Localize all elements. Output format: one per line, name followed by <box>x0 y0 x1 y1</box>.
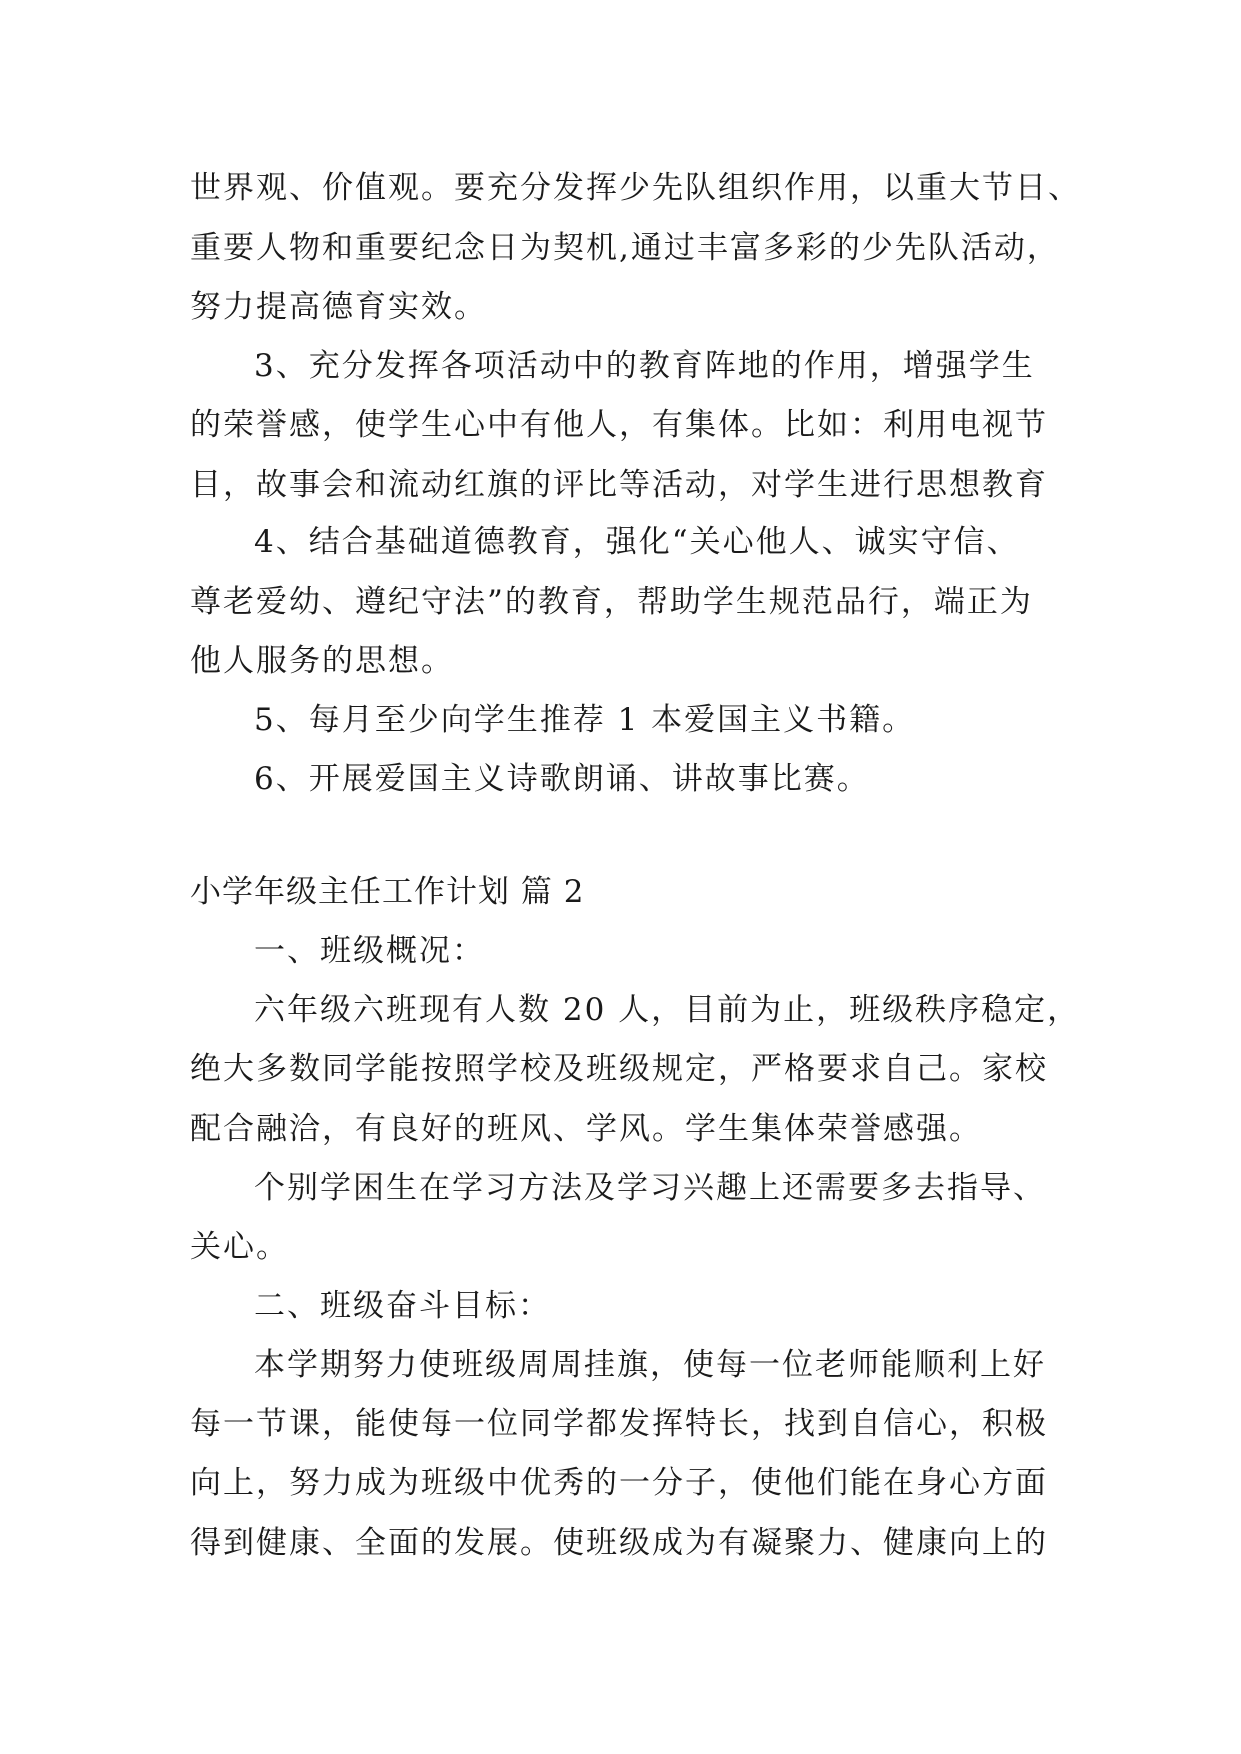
text-line: 个别学困生在学习方法及学习兴趣上还需要多去指导、 <box>254 1170 1046 1206</box>
text-line: 得到健康、全面的发展。使班级成为有凝聚力、健康向上的 <box>190 1525 1048 1561</box>
text-line: 配合融洽，有良好的班风、学风。学生集体荣誉感强。 <box>190 1111 982 1147</box>
text-line: 绝大多数同学能按照学校及班级规定，严格要求自己。家校 <box>190 1051 1048 1087</box>
text-line: 3、充分发挥各项活动中的教育阵地的作用，增强学生 <box>254 348 1035 384</box>
text-line: 他人服务的思想。 <box>190 643 454 679</box>
text-line: 4、结合基础道德教育，强化“关心他人、诚实守信、 <box>254 524 1020 560</box>
text-line: 向上，努力成为班级中优秀的一分子，使他们能在身心方面 <box>190 1465 1048 1501</box>
text-line: 世界观、价值观。要充分发挥少先队组织作用，以重大节日、 <box>190 170 1081 206</box>
text-line: 重要人物和重要纪念日为契机,通过丰富多彩的少先队活动， <box>190 230 1060 266</box>
text-line: 努力提高德育实效。 <box>190 289 487 325</box>
text-line: 每一节课，能使每一位同学都发挥特长，找到自信心，积极 <box>190 1406 1048 1442</box>
text-line: 一、班级概况： <box>254 933 485 969</box>
text-line: 的荣誉感，使学生心中有他人，有集体。比如：利用电视节 <box>190 407 1048 443</box>
text-line: 目，故事会和流动红旗的评比等活动，对学生进行思想教育 <box>190 467 1048 503</box>
text-line: 5、每月至少向学生推荐 1 本爱国主义书籍。 <box>254 702 916 738</box>
section-title: 小学年级主任工作计划 篇 2 <box>190 874 585 910</box>
text-line: 六年级六班现有人数 20 人，目前为止，班级秩序稳定， <box>254 992 1081 1028</box>
text-line: 6、开展爱国主义诗歌朗诵、讲故事比赛。 <box>254 761 870 797</box>
text-line: 本学期努力使班级周周挂旗，使每一位老师能顺利上好 <box>254 1347 1046 1383</box>
text-line: 关心。 <box>190 1229 289 1265</box>
text-line: 尊老爱幼、遵纪守法”的教育，帮助学生规范品行，端正为 <box>190 584 1033 620</box>
text-line: 二、班级奋斗目标： <box>254 1288 551 1324</box>
